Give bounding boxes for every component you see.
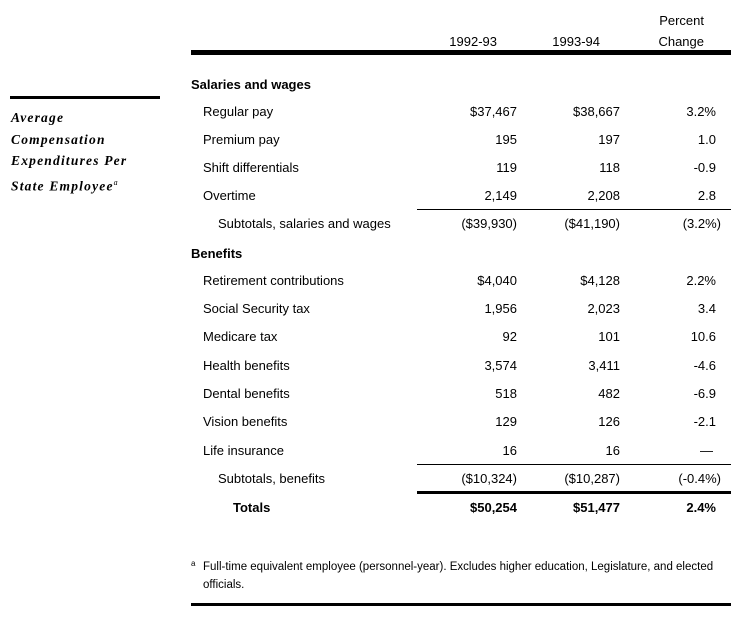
percent-change: 10.6: [690, 329, 716, 344]
percent-change: 3.4: [697, 301, 716, 316]
row-label: Life insurance: [203, 443, 284, 458]
table-row: [191, 188, 731, 208]
row-label: Premium pay: [203, 132, 280, 147]
percent-change: -2.1: [693, 414, 716, 429]
value-1992-93: 129: [495, 414, 517, 429]
value-1992-93: 119: [496, 160, 517, 175]
value-1992-93: 1,956: [484, 301, 517, 316]
value-1992-93: 3,574: [484, 358, 517, 373]
table-row: [191, 358, 731, 378]
footnote: [191, 558, 721, 594]
section-heading: Salaries and wages: [191, 77, 311, 92]
footnote-marker: a: [191, 559, 196, 568]
row-label: Social Security tax: [203, 301, 310, 316]
row-label: Subtotals, benefits: [218, 471, 325, 486]
row-label: Subtotals, salaries and wages: [218, 216, 391, 231]
row-label: Shift differentials: [203, 160, 299, 175]
title-line: Compensation: [11, 131, 106, 147]
value-1993-94: 2,208: [587, 188, 620, 203]
percent-change: (3.2%): [682, 216, 721, 231]
subtotal-row: [191, 471, 731, 491]
value-1992-93: 518: [495, 386, 517, 401]
value-1993-94: ($10,287): [564, 471, 620, 486]
row-label: Regular pay: [203, 104, 274, 119]
percent-change: 2.2%: [686, 273, 716, 288]
value-1993-94: 126: [598, 414, 620, 429]
value-1993-94: $51,477: [573, 500, 620, 515]
title-line: Expenditures Per: [11, 153, 128, 168]
table-row: [191, 160, 731, 180]
row-label: Overtime: [203, 188, 256, 203]
value-1992-93: ($39,930): [461, 216, 517, 231]
table-row: [191, 329, 731, 349]
value-1993-94: 101: [598, 329, 620, 344]
value-1992-93: 92: [502, 329, 517, 344]
bottom-rule: [191, 603, 731, 606]
section-heading: Benefits: [191, 246, 243, 261]
column-header-1993-94: 1993-94: [552, 34, 600, 49]
table-row: [191, 414, 731, 434]
table-row: [191, 386, 731, 406]
percent-change: —: [700, 443, 713, 458]
footnote-text: Full-time equivalent employee (personnel-year). Excludes higher education, Legislature, and elected officials.: [203, 561, 714, 591]
header-rule: [191, 50, 731, 55]
percent-change: 1.0: [697, 132, 716, 147]
value-1992-93: $37,467: [470, 104, 517, 119]
table-row: [191, 443, 731, 463]
title-line: [11, 172, 181, 197]
column-header-change: Change: [658, 34, 704, 49]
percent-change: 2.4%: [686, 500, 716, 515]
title-line-text: State Employee: [11, 178, 114, 193]
row-label: Dental benefits: [203, 386, 290, 401]
table-row: [191, 104, 731, 124]
value-1993-94: 2,023: [587, 301, 620, 316]
value-1993-94: 482: [598, 386, 620, 401]
value-1993-94: 118: [599, 160, 620, 175]
table-row: [191, 301, 731, 321]
row-label: Totals: [233, 500, 271, 515]
column-header-percent: Percent: [659, 13, 704, 28]
value-1992-93: 195: [495, 132, 517, 147]
row-label: Health benefits: [203, 358, 290, 373]
table-title: [11, 107, 181, 197]
value-1992-93: $4,040: [477, 273, 517, 288]
sidebar-rule: [10, 96, 160, 99]
percent-change: 3.2%: [686, 104, 716, 119]
row-label: Vision benefits: [203, 414, 288, 429]
percent-change: 2.8: [697, 188, 716, 203]
table-row: [191, 273, 731, 293]
percent-change: -0.9: [693, 160, 716, 175]
value-1993-94: $4,128: [580, 273, 620, 288]
value-1993-94: ($41,190): [564, 216, 620, 231]
row-label: Medicare tax: [203, 329, 278, 344]
value-1993-94: 197: [598, 132, 620, 147]
percent-change: -6.9: [693, 386, 716, 401]
column-header-1992-93: 1992-93: [449, 34, 497, 49]
row-label: Retirement contributions: [203, 273, 344, 288]
value-1992-93: 2,149: [484, 188, 517, 203]
subtotal-rule: [417, 209, 731, 210]
percent-change: (-0.4%): [678, 471, 721, 486]
footnote-marker: a: [113, 177, 118, 187]
subtotal-row: [191, 216, 731, 236]
totals-rule: [417, 491, 731, 494]
value-1993-94: $38,667: [573, 104, 620, 119]
value-1992-93: $50,254: [470, 500, 517, 515]
value-1992-93: 16: [502, 443, 517, 458]
subtotal-rule: [417, 464, 731, 465]
value-1993-94: 16: [605, 443, 620, 458]
value-1992-93: ($10,324): [461, 471, 517, 486]
value-1993-94: 3,411: [588, 358, 620, 373]
percent-change: -4.6: [693, 358, 716, 373]
table-row: [191, 132, 731, 152]
title-line: Average: [11, 110, 65, 125]
totals-row: [191, 500, 731, 520]
